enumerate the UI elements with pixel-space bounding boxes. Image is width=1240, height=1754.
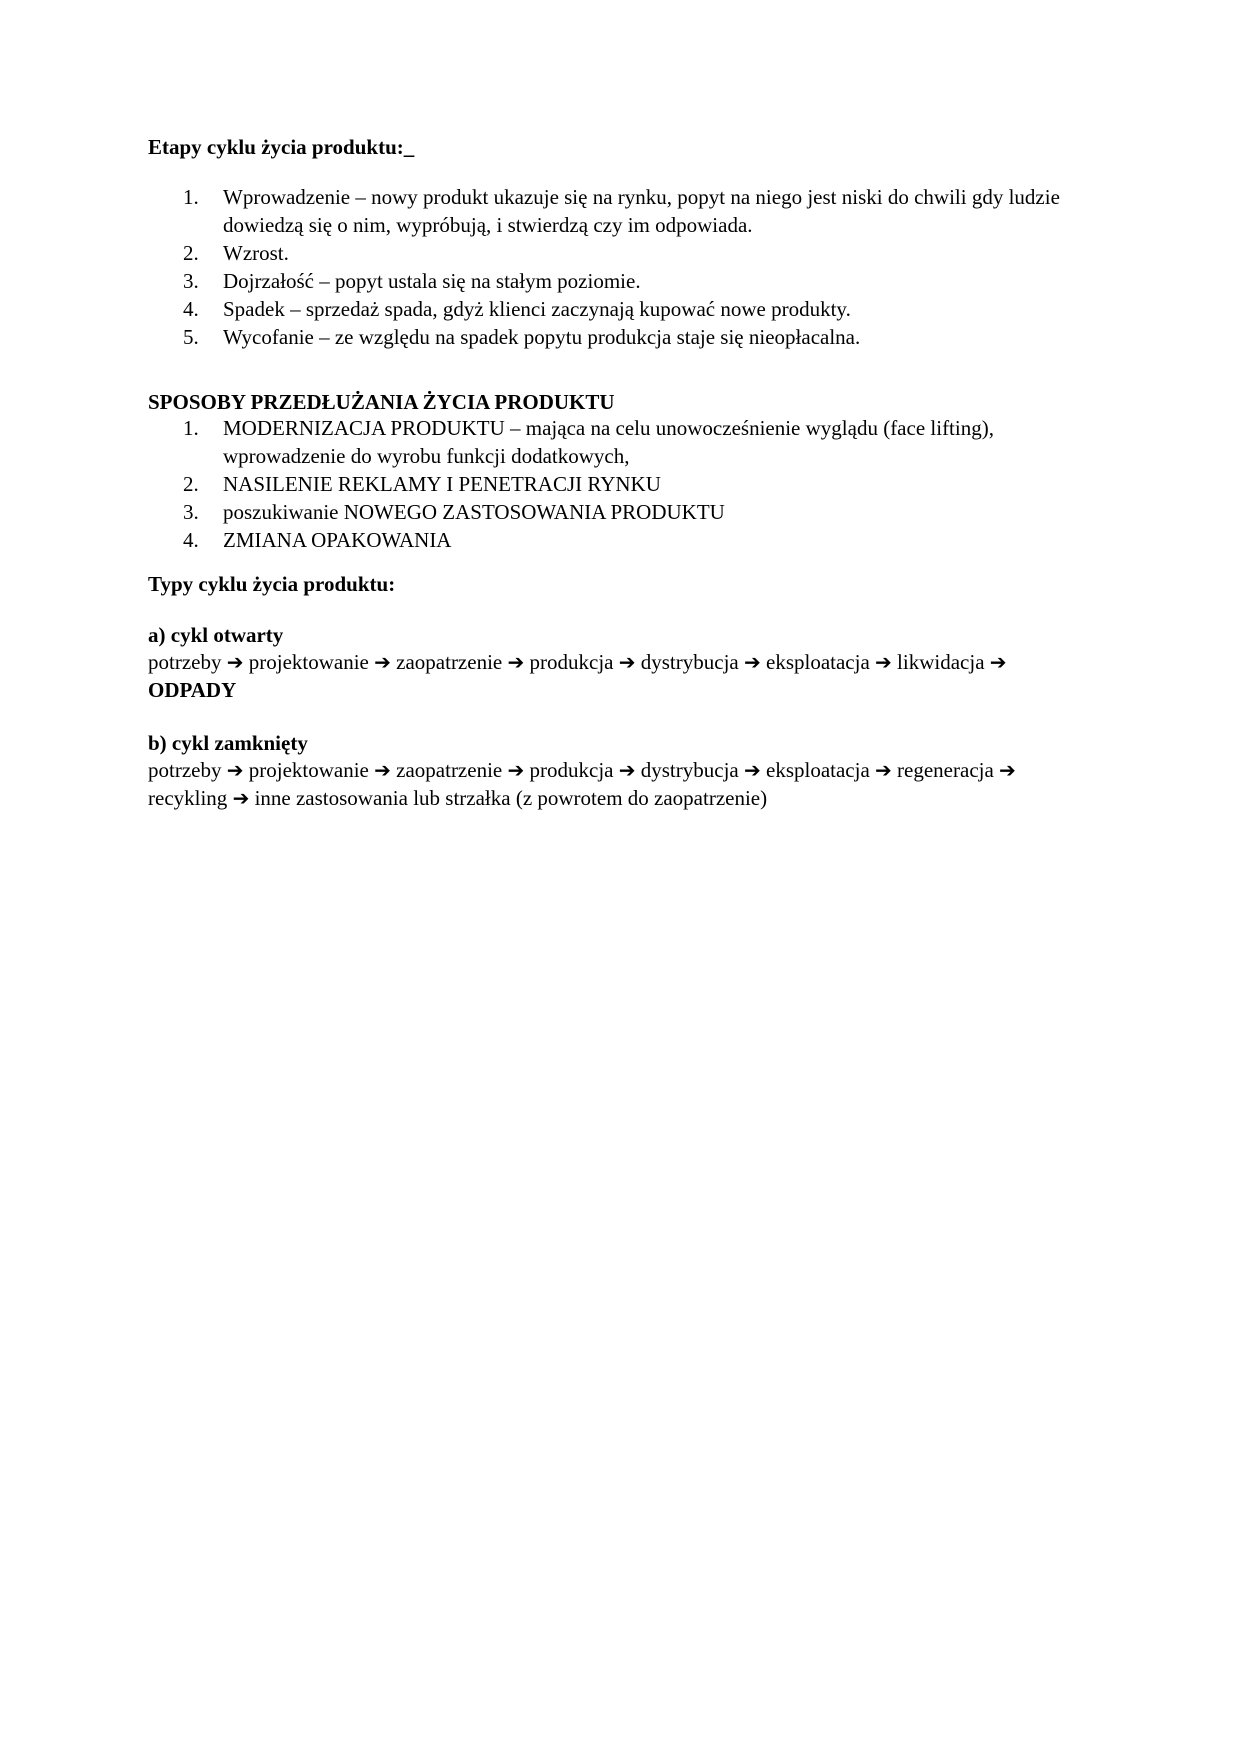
flow-step: zaopatrzenie — [396, 650, 503, 674]
flow-step: likwidacja — [897, 650, 985, 674]
list-number: 3. — [183, 269, 199, 293]
document-page — [148, 0, 1098, 1754]
flow-step: dystrybucja — [640, 758, 739, 782]
list-item-text: MODERNIZACJA PRODUKTU – mająca na celu unowocześnienie wyglądu (face lifting), wprowadzenie do wyrobu funkcji dodatkowych, — [223, 416, 994, 468]
right-arrow-icon: ➔ — [875, 758, 892, 782]
list-number: 1. — [183, 416, 199, 440]
flow-step: regeneracja — [897, 758, 994, 782]
list-item-text: Wprowadzenie – nowy produkt ukazuje się na rynku, popyt na niego jest niski do chwili gdy ludzie dowiedzą się o nim, wypróbują, i stwierdzą czy im odpowiada. — [223, 185, 1060, 237]
right-arrow-icon: ➔ — [226, 650, 244, 674]
flow-step: zaopatrzenie — [396, 758, 503, 782]
list-item — [148, 267, 1098, 295]
list-number: 1. — [183, 185, 199, 209]
list-item-text: Dojrzałość – popyt ustala się na stałym poziomie. — [223, 269, 641, 293]
closed-cycle-flow — [148, 756, 1098, 812]
flow-step: potrzeby — [148, 650, 222, 674]
flow-step: inne zastosowania lub strzałka (z powrotem do zaopatrzenie) — [254, 786, 768, 810]
list-item — [148, 183, 1098, 239]
flow-step: produkcja — [529, 758, 614, 782]
list-item-text: Wycofanie – ze względu na spadek popytu produkcja staje się nieopłacalna. — [223, 325, 861, 349]
flow-step: recykling — [148, 786, 228, 810]
right-arrow-icon: ➔ — [618, 758, 636, 782]
list-item-text: ZMIANA OPAKOWANIA — [223, 528, 452, 552]
right-arrow-icon: ➔ — [374, 758, 391, 782]
right-arrow-icon: ➔ — [507, 650, 525, 674]
list-item — [148, 470, 1098, 498]
open-cycle-title: a) cykl otwarty — [148, 623, 284, 647]
list-number: 4. — [183, 528, 199, 552]
list-item — [148, 323, 1098, 351]
right-arrow-icon: ➔ — [743, 758, 761, 782]
methods-list — [148, 414, 1098, 554]
list-item — [148, 414, 1098, 470]
right-arrow-icon: ➔ — [743, 650, 761, 674]
right-arrow-icon: ➔ — [618, 650, 636, 674]
list-item-text: NASILENIE REKLAMY I PENETRACJI RYNKU — [223, 472, 661, 496]
stages-list — [148, 183, 1098, 351]
list-item — [148, 498, 1098, 526]
flow-step: eksploatacja — [766, 650, 870, 674]
flow-step: dystrybucja — [640, 650, 739, 674]
list-item — [148, 239, 1098, 267]
list-item-text: poszukiwanie NOWEGO ZASTOSOWANIA PRODUKTU — [223, 500, 725, 524]
closed-cycle-title: b) cykl zamknięty — [148, 731, 308, 755]
list-item — [148, 295, 1098, 323]
right-arrow-icon: ➔ — [989, 650, 1007, 674]
list-number: 2. — [183, 241, 199, 265]
flow-step: produkcja — [529, 650, 614, 674]
open-cycle-flow — [148, 648, 1098, 704]
right-arrow-icon: ➔ — [875, 650, 892, 674]
flow-final-step: ODPADY — [148, 678, 237, 702]
list-number: 2. — [183, 472, 199, 496]
right-arrow-icon: ➔ — [374, 650, 391, 674]
list-number: 4. — [183, 297, 199, 321]
section-title-stages: Etapy cyklu życia produktu:_ — [148, 135, 415, 159]
list-number: 3. — [183, 500, 199, 524]
right-arrow-icon: ➔ — [232, 786, 250, 810]
right-arrow-icon: ➔ — [507, 758, 525, 782]
flow-step: potrzeby — [148, 758, 222, 782]
list-item-text: Spadek – sprzedaż spada, gdyż klienci zaczynają kupować nowe produkty. — [223, 297, 851, 321]
flow-step: projektowanie — [248, 650, 369, 674]
flow-step: eksploatacja — [766, 758, 870, 782]
section-title-extension-methods: SPOSOBY PRZEDŁUŻANIA ŻYCIA PRODUKTU — [148, 390, 615, 414]
right-arrow-icon: ➔ — [226, 758, 244, 782]
section-title-cycle-types: Typy cyklu życia produktu: — [148, 572, 396, 596]
list-item-text: Wzrost. — [223, 241, 289, 265]
list-number: 5. — [183, 325, 199, 349]
right-arrow-icon: ➔ — [999, 758, 1016, 782]
flow-step: projektowanie — [248, 758, 369, 782]
list-item — [148, 526, 1098, 554]
